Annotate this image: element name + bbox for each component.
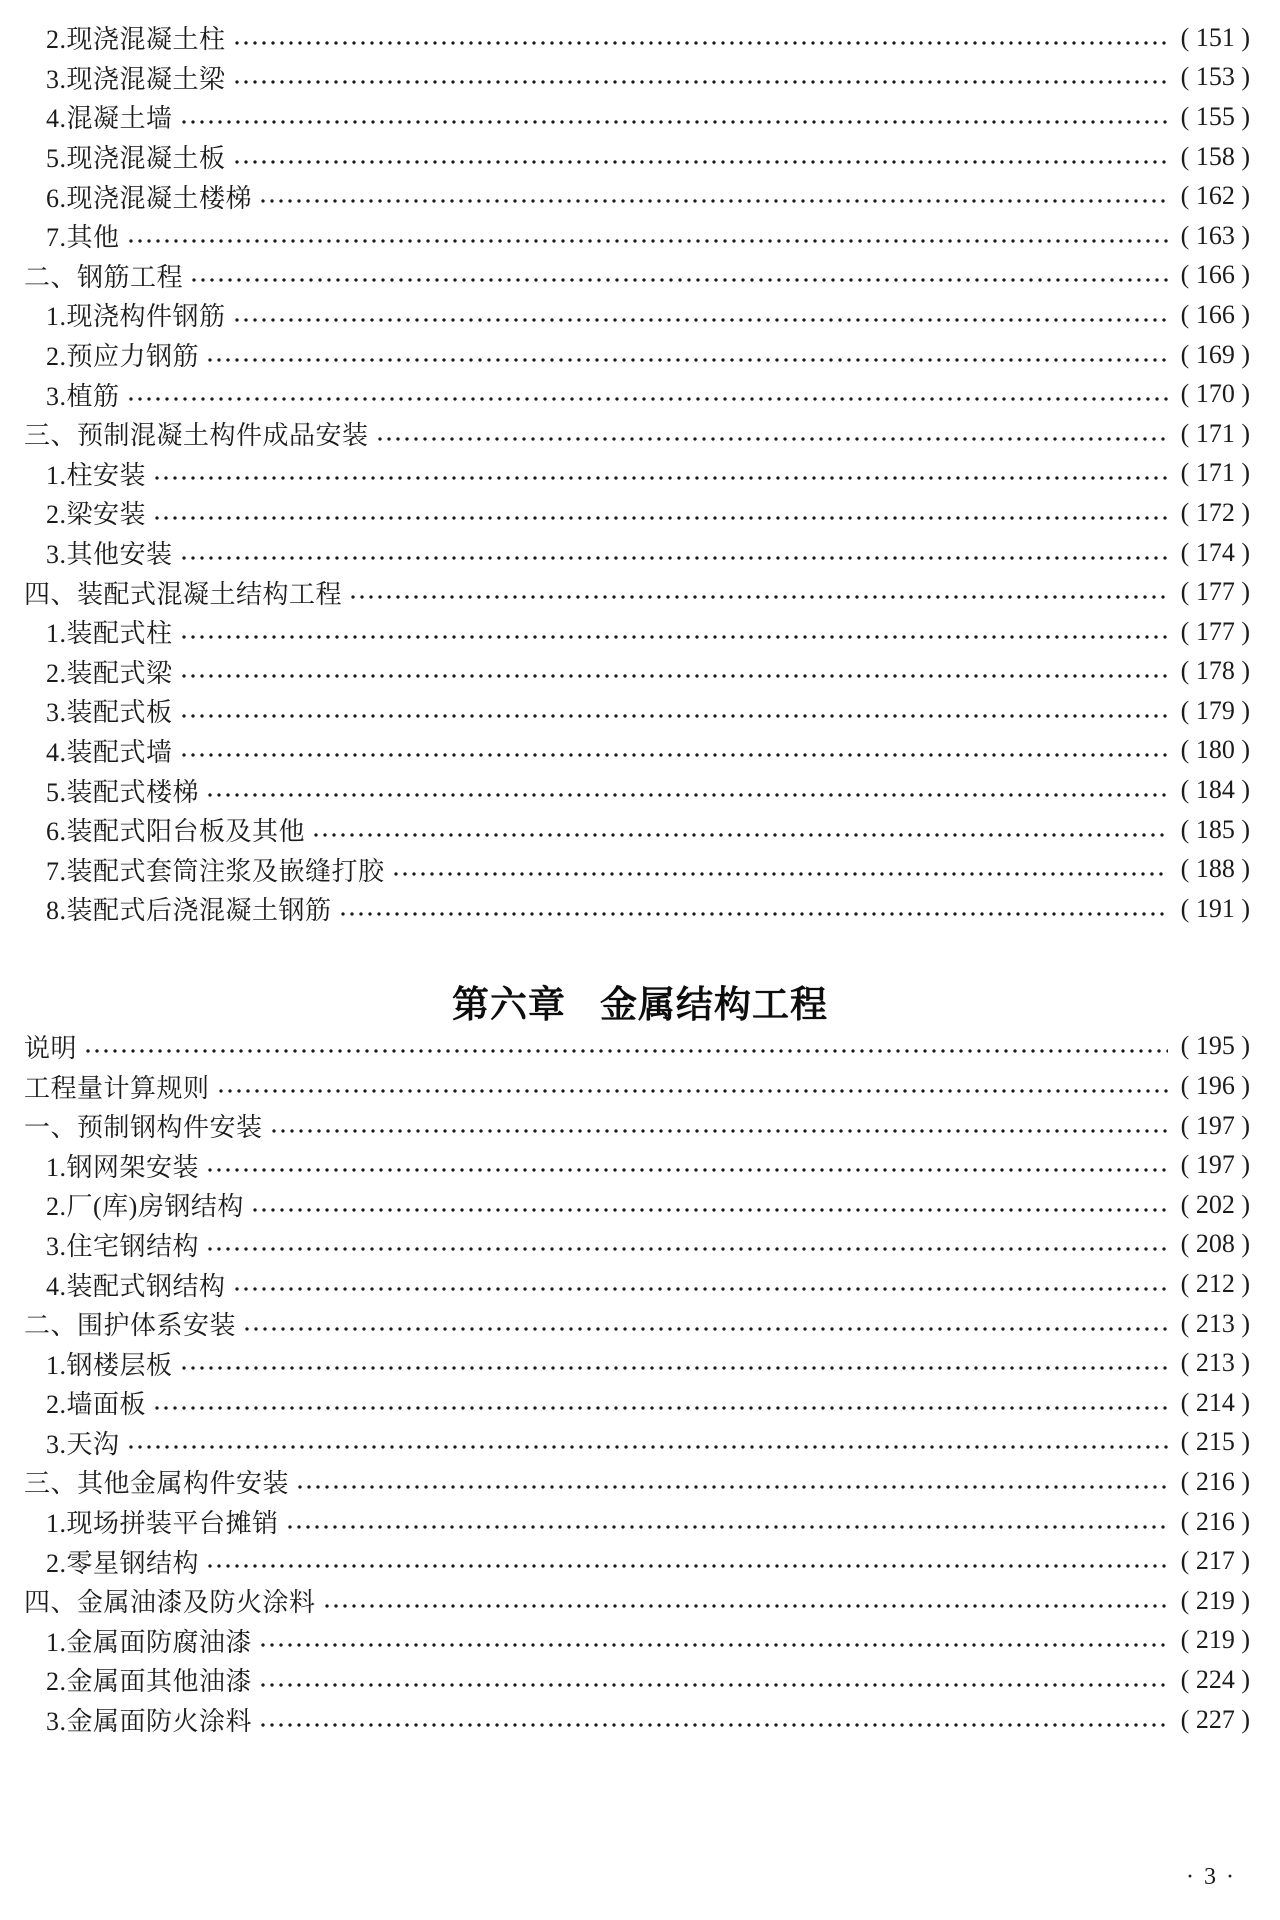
- footer-page-number: · 3 ·: [1186, 1864, 1236, 1890]
- dot-leader: [128, 1444, 1168, 1450]
- toc-row: [24, 1383, 1250, 1423]
- dot-leader: [260, 1722, 1168, 1728]
- dot-leader: [181, 555, 1168, 561]
- dot-leader: [154, 1405, 1168, 1411]
- toc-entry-label: 2.厂(库)房钢结构: [46, 1192, 244, 1222]
- toc-section-previous-chapter: [0, 0, 1280, 929]
- toc-entry-page: ( 216 ): [1180, 1466, 1250, 1496]
- toc-row: [24, 1462, 1250, 1502]
- dot-leader: [260, 1682, 1168, 1688]
- toc-section-chapter-6: [0, 1027, 1280, 1740]
- dot-leader: [377, 436, 1168, 442]
- toc-row: [24, 1225, 1250, 1265]
- dot-leader: [181, 713, 1168, 719]
- toc-entry-page: ( 163 ): [1180, 220, 1250, 250]
- toc-row: [24, 1106, 1250, 1146]
- toc-entry-label: 1.柱安装: [46, 460, 147, 490]
- toc-entry-label: 1.钢楼层板: [46, 1350, 173, 1380]
- toc-entry-label: 3.装配式板: [46, 698, 173, 728]
- toc-row: [24, 1145, 1250, 1185]
- toc-entry-page: ( 197 ): [1180, 1150, 1250, 1180]
- toc-row: [24, 691, 1250, 731]
- toc-entry-page: ( 178 ): [1180, 656, 1250, 686]
- toc-row: [24, 374, 1250, 414]
- toc-row: [24, 1660, 1250, 1700]
- toc-entry-page: ( 155 ): [1180, 101, 1250, 131]
- dot-leader: [181, 1365, 1168, 1371]
- toc-entry-label: 3.天沟: [46, 1429, 120, 1459]
- toc-entry-label: 1.现浇构件钢筋: [46, 302, 226, 332]
- toc-row: [24, 1423, 1250, 1463]
- toc-entry-label: 1.装配式柱: [46, 619, 173, 649]
- toc-entry-page: ( 191 ): [1180, 893, 1250, 923]
- toc-entry-page: ( 214 ): [1180, 1387, 1250, 1417]
- toc-row: [24, 18, 1250, 58]
- toc-entry-page: ( 197 ): [1180, 1110, 1250, 1140]
- toc-row: [24, 454, 1250, 494]
- toc-row: [24, 1581, 1250, 1621]
- toc-entry-page: ( 217 ): [1180, 1546, 1250, 1576]
- toc-row: [24, 849, 1250, 889]
- toc-row: [24, 137, 1250, 177]
- toc-entry-label: 4.装配式钢结构: [46, 1271, 226, 1301]
- toc-entry-label: 3.现浇混凝土梁: [46, 64, 226, 94]
- dot-leader: [128, 238, 1168, 244]
- toc-entry-label: 6.装配式阳台板及其他: [46, 817, 306, 847]
- toc-row: [24, 533, 1250, 573]
- toc-entry-page: ( 162 ): [1180, 181, 1250, 211]
- dot-leader: [128, 396, 1168, 402]
- toc-entry-label: 3.金属面防火涂料: [46, 1707, 253, 1737]
- dot-leader: [287, 1524, 1168, 1530]
- toc-entry-page: ( 170 ): [1180, 379, 1250, 409]
- toc-row: [24, 612, 1250, 652]
- toc-entry-label: 8.装配式后浇混凝土钢筋: [46, 896, 332, 926]
- toc-row: [24, 1185, 1250, 1225]
- toc-entry-label: 1.金属面防腐油漆: [46, 1627, 253, 1657]
- toc-row: [24, 493, 1250, 533]
- toc-entry-page: ( 171 ): [1180, 418, 1250, 448]
- toc-entry-page: ( 188 ): [1180, 854, 1250, 884]
- toc-row: [24, 1264, 1250, 1304]
- toc-entry-page: ( 227 ): [1180, 1704, 1250, 1734]
- toc-entry-label: 二、围护体系安装: [24, 1311, 237, 1341]
- dot-leader: [260, 198, 1168, 204]
- toc-entry-page: ( 213 ): [1180, 1308, 1250, 1338]
- dot-leader: [234, 1286, 1168, 1292]
- toc-row: [24, 1027, 1250, 1067]
- toc-entry-page: ( 174 ): [1180, 537, 1250, 567]
- toc-row: [24, 1066, 1250, 1106]
- dot-leader: [207, 792, 1168, 798]
- toc-entry-label: 6.现浇混凝土楼梯: [46, 183, 253, 213]
- toc-entry-label: 3.植筋: [46, 381, 120, 411]
- toc-entry-label: 7.装配式套筒注浆及嵌缝打胶: [46, 856, 385, 886]
- toc-entry-page: ( 179 ): [1180, 695, 1250, 725]
- toc-entry-label: 说明: [24, 1033, 78, 1063]
- dot-leader: [340, 911, 1168, 917]
- chapter-number: 第六章: [452, 983, 566, 1025]
- dot-leader: [207, 1246, 1168, 1252]
- toc-entry-page: ( 177 ): [1180, 616, 1250, 646]
- toc-entry-label: 5.现浇混凝土板: [46, 144, 226, 174]
- toc-entry-page: ( 177 ): [1180, 577, 1250, 607]
- toc-entry-label: 2.装配式梁: [46, 658, 173, 688]
- toc-entry-page: ( 153 ): [1180, 62, 1250, 92]
- toc-entry-label: 2.墙面板: [46, 1390, 147, 1420]
- toc-entry-page: ( 195 ): [1180, 1031, 1250, 1061]
- toc-entry-label: 四、装配式混凝土结构工程: [24, 579, 343, 609]
- toc-row: [24, 295, 1250, 335]
- dot-leader: [154, 515, 1168, 521]
- dot-leader: [313, 832, 1168, 838]
- toc-row: [24, 97, 1250, 137]
- dot-leader: [181, 752, 1168, 758]
- toc-row: [24, 810, 1250, 850]
- toc-entry-page: ( 216 ): [1180, 1506, 1250, 1536]
- dot-leader: [350, 594, 1168, 600]
- dot-leader: [260, 1642, 1168, 1648]
- dot-leader: [207, 1167, 1168, 1173]
- dot-leader: [154, 475, 1168, 481]
- toc-row: [24, 256, 1250, 296]
- toc-entry-page: ( 180 ): [1180, 735, 1250, 765]
- toc-entry-label: 四、金属油漆及防火涂料: [24, 1588, 316, 1618]
- toc-row: [24, 58, 1250, 98]
- toc-entry-label: 3.其他安装: [46, 540, 173, 570]
- toc-row: [24, 1621, 1250, 1661]
- dot-leader: [181, 634, 1168, 640]
- toc-row: [24, 572, 1250, 612]
- chapter-heading: [0, 983, 1280, 1027]
- toc-row: [24, 1700, 1250, 1740]
- dot-leader: [252, 1207, 1168, 1213]
- toc-entry-label: 二、钢筋工程: [24, 262, 184, 292]
- toc-row: [24, 770, 1250, 810]
- toc-entry-page: ( 212 ): [1180, 1269, 1250, 1299]
- toc-entry-page: ( 208 ): [1180, 1229, 1250, 1259]
- toc-entry-label: 2.金属面其他油漆: [46, 1667, 253, 1697]
- toc-entry-page: ( 215 ): [1180, 1427, 1250, 1457]
- toc-row: [24, 216, 1250, 256]
- toc-entry-page: ( 151 ): [1180, 22, 1250, 52]
- toc-entry-page: ( 202 ): [1180, 1189, 1250, 1219]
- toc-entry-label: 4.装配式墙: [46, 737, 173, 767]
- dot-leader: [234, 40, 1168, 46]
- toc-entry-page: ( 184 ): [1180, 775, 1250, 805]
- toc-entry-page: ( 171 ): [1180, 458, 1250, 488]
- toc-entry-page: ( 169 ): [1180, 339, 1250, 369]
- toc-row: [24, 335, 1250, 375]
- dot-leader: [207, 357, 1168, 363]
- toc-entry-label: 2.梁安装: [46, 500, 147, 530]
- toc-entry-page: ( 185 ): [1180, 814, 1250, 844]
- toc-entry-page: ( 172 ): [1180, 497, 1250, 527]
- toc-entry-page: ( 166 ): [1180, 260, 1250, 290]
- dot-leader: [297, 1484, 1168, 1490]
- dot-leader: [393, 871, 1168, 877]
- dot-leader: [181, 119, 1168, 125]
- toc-row: [24, 176, 1250, 216]
- toc-entry-label: 工程量计算规则: [24, 1073, 210, 1103]
- toc-entry-page: ( 213 ): [1180, 1348, 1250, 1378]
- dot-leader: [234, 317, 1168, 323]
- dot-leader: [234, 159, 1168, 165]
- toc-entry-label: 一、预制钢构件安装: [24, 1113, 263, 1143]
- dot-leader: [181, 673, 1168, 679]
- toc-entry-label: 三、其他金属构件安装: [24, 1469, 290, 1499]
- dot-leader: [234, 79, 1168, 85]
- page-footer: [1186, 1864, 1236, 1891]
- toc-entry-label: 7.其他: [46, 223, 120, 253]
- toc-entry-label: 4.混凝土墙: [46, 104, 173, 134]
- toc-entry-label: 1.钢网架安装: [46, 1152, 200, 1182]
- dot-leader: [207, 1563, 1168, 1569]
- toc-entry-page: ( 224 ): [1180, 1664, 1250, 1694]
- toc-entry-label: 3.住宅钢结构: [46, 1231, 200, 1261]
- dot-leader: [271, 1128, 1168, 1134]
- dot-leader: [324, 1603, 1168, 1609]
- toc-entry-page: ( 158 ): [1180, 141, 1250, 171]
- toc-entry-label: 2.现浇混凝土柱: [46, 25, 226, 55]
- dot-leader: [191, 277, 1168, 283]
- toc-row: [24, 731, 1250, 771]
- chapter-title: 金属结构工程: [600, 983, 828, 1025]
- toc-entry-label: 1.现场拼装平台摊销: [46, 1509, 279, 1539]
- toc-row: [24, 1541, 1250, 1581]
- dot-leader: [85, 1048, 1168, 1054]
- toc-entry-label: 三、预制混凝土构件成品安装: [24, 421, 369, 451]
- toc-entry-label: 2.零星钢结构: [46, 1548, 200, 1578]
- toc-entry-page: ( 196 ): [1180, 1071, 1250, 1101]
- toc-row: [24, 414, 1250, 454]
- dot-leader: [218, 1088, 1168, 1094]
- toc-row: [24, 1343, 1250, 1383]
- toc-row: [24, 889, 1250, 929]
- toc-row: [24, 1502, 1250, 1542]
- toc-row: [24, 652, 1250, 692]
- toc-entry-label: 2.预应力钢筋: [46, 342, 200, 372]
- toc-entry-label: 5.装配式楼梯: [46, 777, 200, 807]
- toc-row: [24, 1304, 1250, 1344]
- toc-entry-page: ( 219 ): [1180, 1625, 1250, 1655]
- toc-entry-page: ( 166 ): [1180, 299, 1250, 329]
- toc-entry-page: ( 219 ): [1180, 1585, 1250, 1615]
- dot-leader: [244, 1326, 1168, 1332]
